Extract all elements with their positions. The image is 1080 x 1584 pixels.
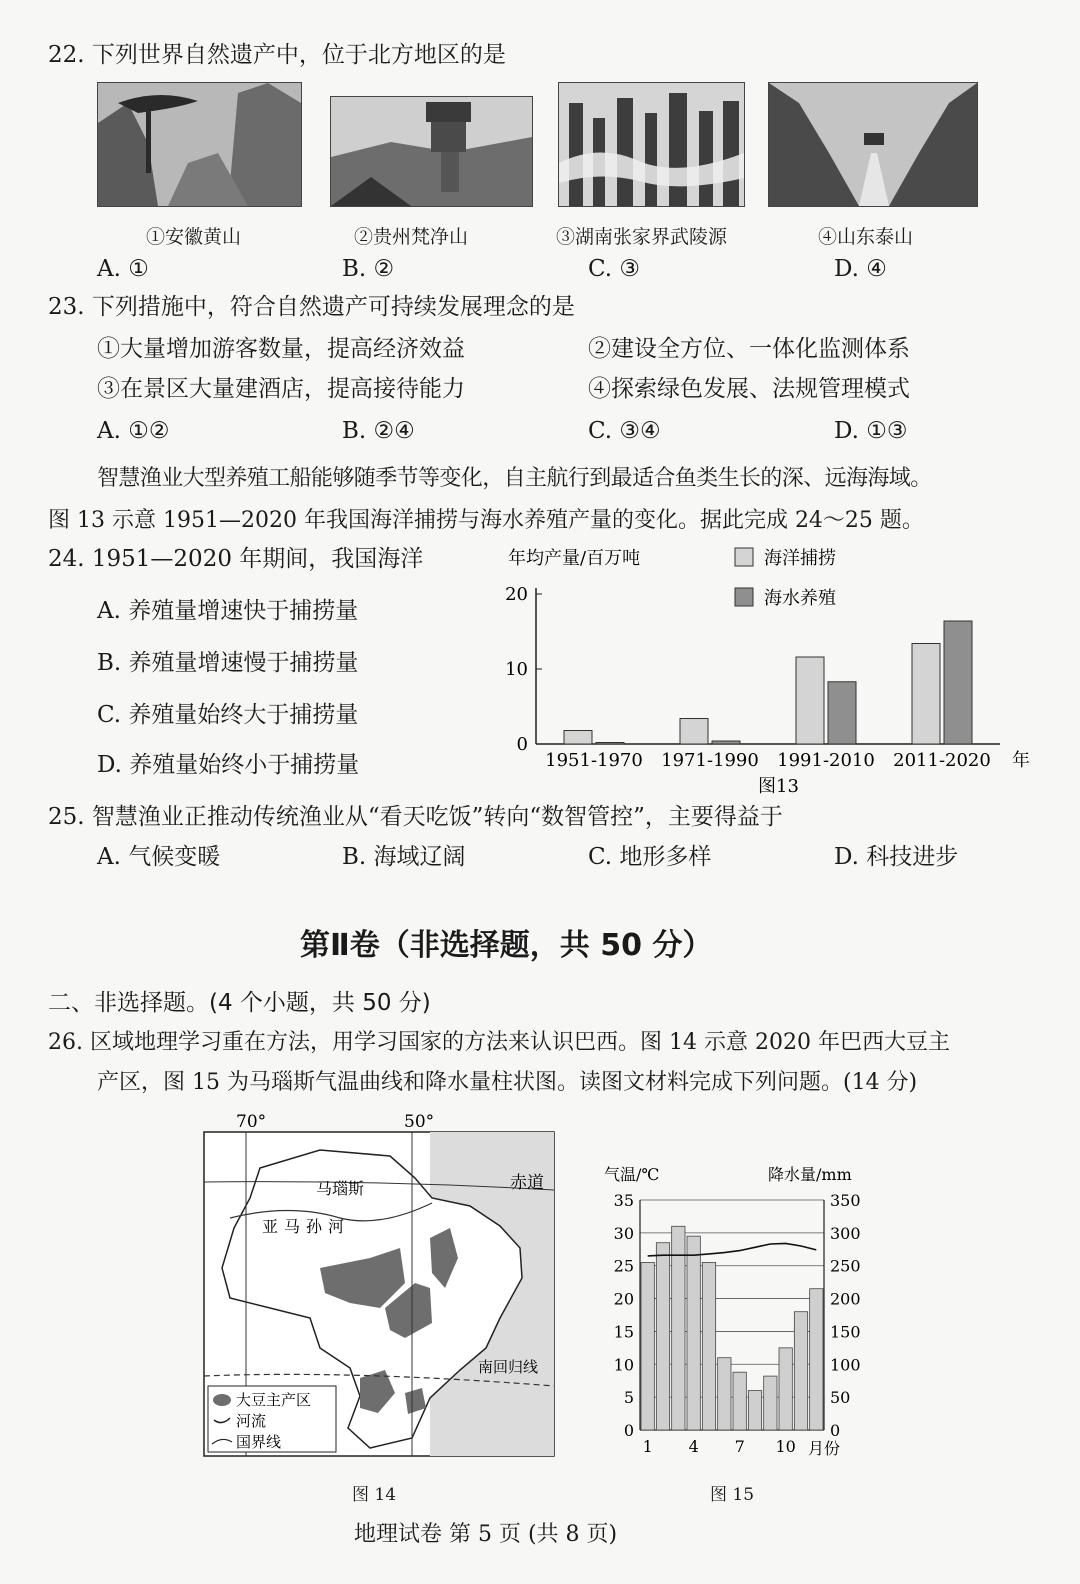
- amazon-river-label: 亚马孙河: [262, 1217, 351, 1236]
- fig15-precip-bar: [702, 1262, 715, 1430]
- passage-line-1: 智慧渔业大型养殖工船能够随季节等变化，自主航行到最适合鱼类生长的深、远海海域。: [97, 466, 932, 491]
- fig13-bar: [828, 682, 856, 744]
- fig15-precip-bar: [672, 1226, 685, 1430]
- fig15-left-tick-label: 35: [613, 1191, 634, 1210]
- fig15-precip-bar: [718, 1358, 731, 1430]
- fig13-legend-aquaculture: 海水养殖: [764, 588, 836, 609]
- q25-stem: 25. 智慧渔业正推动传统渔业从“看天吃饭”转向“数智管控”，主要得益于: [48, 804, 783, 830]
- fig15-left-tick-label: 25: [613, 1256, 634, 1276]
- fig15-right-tick-label: 50: [830, 1388, 851, 1408]
- fig13-legend-swatch-aquaculture: [735, 588, 753, 606]
- caption-zhangjiajie: ③湖南张家界武陵源: [556, 226, 728, 248]
- q22-option-c: C. ③: [588, 256, 641, 282]
- fig15-x-tick-label: 4: [688, 1437, 699, 1456]
- fig15-left-tick-label: 0: [623, 1421, 634, 1440]
- lon-label-50: 50°: [404, 1112, 435, 1132]
- fig15-right-tick-label: 100: [830, 1355, 861, 1375]
- photo-fanjingshan: [330, 96, 533, 207]
- caption-taishan: ④山东泰山: [818, 226, 914, 248]
- manaus-label: 马瑙斯: [316, 1179, 365, 1198]
- fig15-precip-bar: [748, 1391, 761, 1430]
- legend-river: 河流: [236, 1412, 267, 1430]
- fig15-right-axis-label: 降水量/mm: [768, 1165, 852, 1184]
- fig15-left-tick-label: 5: [623, 1388, 634, 1408]
- fig15-precip-bar: [687, 1236, 700, 1430]
- fig15-x-axis-unit: 月份: [808, 1439, 841, 1456]
- photo-huangshan: [97, 82, 302, 207]
- q23-item-3: ③在景区大量建酒店，提高接待能力: [97, 376, 465, 402]
- fig13-x-tick-label: 2011-2020: [893, 750, 991, 771]
- q24-option-a: A. 养殖量增速快于捕捞量: [97, 598, 359, 624]
- passage-line-2: 图 13 示意 1951—2020 年我国海洋捕捞与海水养殖产量的变化。据此完成 24～25 题。: [48, 508, 924, 533]
- q22-stem: 22. 下列世界自然遗产中，位于北方地区的是: [48, 42, 506, 68]
- fig14-brazil-map: [200, 1108, 560, 1458]
- fig13-y-axis-label: 年均产量/百万吨: [508, 548, 641, 569]
- q26-line-1: 26. 区域地理学习重在方法，用学习国家的方法来认识巴西。图 14 示意 2020 年巴西大豆主: [48, 1030, 950, 1055]
- q24-stem: 24. 1951—2020 年期间，我国海洋: [48, 546, 424, 572]
- q25-option-d: D. 科技进步: [834, 844, 959, 870]
- q23-option-b: B. ②④: [342, 418, 415, 444]
- fig15-left-tick-label: 20: [613, 1289, 634, 1309]
- fig15-x-tick-label: 10: [775, 1437, 796, 1456]
- fig15-precip-bar: [641, 1262, 654, 1430]
- fig15-right-tick-label: 0: [830, 1421, 841, 1440]
- fig15-precip-bar: [733, 1372, 746, 1430]
- fig15-x-tick-label: 7: [734, 1437, 745, 1456]
- fig15-left-tick-label: 10: [613, 1355, 634, 1375]
- q22-option-b: B. ②: [342, 256, 395, 282]
- q23-item-4: ④探索绿色发展、法规管理模式: [588, 376, 910, 402]
- tropic-label: 南回归线: [478, 1358, 539, 1376]
- fig15-precip-bar: [794, 1312, 807, 1430]
- legend-soybean: 大豆主产区: [236, 1391, 312, 1409]
- section-2-title: 第Ⅱ卷（非选择题，共 50 分）: [300, 928, 713, 963]
- fig13-bar: [712, 741, 740, 744]
- caption-fanjingshan: ②贵州梵净山: [354, 226, 469, 248]
- fig15-precip-bar: [656, 1243, 669, 1430]
- fig15-left-axis-label: 气温/℃: [604, 1165, 660, 1184]
- fig15-right-tick-label: 350: [830, 1191, 861, 1210]
- fig15-climate-chart: [596, 1156, 866, 1456]
- fig13-y-tick-label: 20: [505, 584, 528, 605]
- fig13-x-tick-label: 1991-2010: [777, 750, 875, 771]
- fig15-right-tick-label: 200: [830, 1289, 861, 1309]
- fig13-x-tick-label: 1971-1990: [661, 750, 759, 771]
- q22-option-a: A. ①: [97, 256, 149, 282]
- part-2-heading: 二、非选择题。(4 个小题，共 50 分): [48, 990, 431, 1016]
- lon-label-70: 70°: [236, 1112, 267, 1132]
- fig13-x-axis-unit: 年: [1012, 750, 1030, 771]
- q24-option-c: C. 养殖量始终大于捕捞量: [97, 702, 359, 728]
- fig15-precip-bar: [810, 1289, 823, 1430]
- q25-option-b: B. 海域辽阔: [342, 844, 466, 870]
- legend-border: 国界线: [236, 1433, 282, 1451]
- q24-option-b: B. 养殖量增速慢于捕捞量: [97, 650, 359, 676]
- page-footer: 地理试卷 第 5 页 (共 8 页): [354, 1522, 618, 1547]
- fig13-bar: [944, 621, 972, 744]
- caption-huangshan: ①安徽黄山: [146, 226, 242, 248]
- q23-option-d: D. ①③: [834, 418, 908, 444]
- photo-zhangjiajie: [558, 82, 745, 207]
- q23-option-a: A. ①②: [97, 418, 170, 444]
- q24-option-d: D. 养殖量始终小于捕捞量: [97, 752, 360, 778]
- fig13-x-tick-label: 1951-1970: [545, 750, 643, 771]
- fig13-bar-chart: [490, 536, 1050, 798]
- photo-taishan: [768, 82, 978, 207]
- fig15-precip-bar: [779, 1348, 792, 1430]
- q22-option-d: D. ④: [834, 256, 887, 282]
- fig15-x-tick-label: 1: [642, 1437, 653, 1456]
- fig15-caption: 图 15: [710, 1485, 755, 1505]
- q23-stem: 23. 下列措施中，符合自然遗产可持续发展理念的是: [48, 294, 575, 320]
- fig15-right-tick-label: 150: [830, 1322, 861, 1342]
- fig13-bar: [596, 743, 624, 745]
- fig15-left-tick-label: 30: [613, 1223, 634, 1243]
- fig13-bar: [796, 657, 824, 744]
- q25-option-c: C. 地形多样: [588, 844, 712, 870]
- fig13-bar: [564, 731, 592, 745]
- fig15-right-tick-label: 300: [830, 1223, 861, 1243]
- q23-item-1: ①大量增加游客数量，提高经济效益: [97, 336, 465, 362]
- q26-line-2: 产区，图 15 为马瑙斯气温曲线和降水量柱状图。读图文材料完成下列问题。(14 分): [97, 1070, 918, 1095]
- legend-soybean-swatch: [213, 1394, 231, 1406]
- fig13-legend-swatch-capture: [735, 548, 753, 566]
- fig15-left-tick-label: 15: [613, 1322, 634, 1342]
- fig13-y-tick-label: 0: [516, 734, 528, 755]
- fig13-caption: 图13: [758, 776, 799, 797]
- q23-item-2: ②建设全方位、一体化监测体系: [588, 336, 910, 362]
- q23-option-c: C. ③④: [588, 418, 661, 444]
- fig13-y-tick-label: 10: [505, 659, 528, 680]
- equator-label: 赤道: [510, 1173, 544, 1193]
- q25-option-a: A. 气候变暖: [97, 844, 221, 870]
- fig13-legend-capture: 海洋捕捞: [764, 548, 836, 569]
- fig13-bar: [912, 644, 940, 745]
- fig14-caption: 图 14: [352, 1485, 397, 1505]
- fig15-precip-bar: [764, 1376, 777, 1430]
- fig15-right-tick-label: 250: [830, 1256, 861, 1276]
- fig13-bar: [680, 719, 708, 745]
